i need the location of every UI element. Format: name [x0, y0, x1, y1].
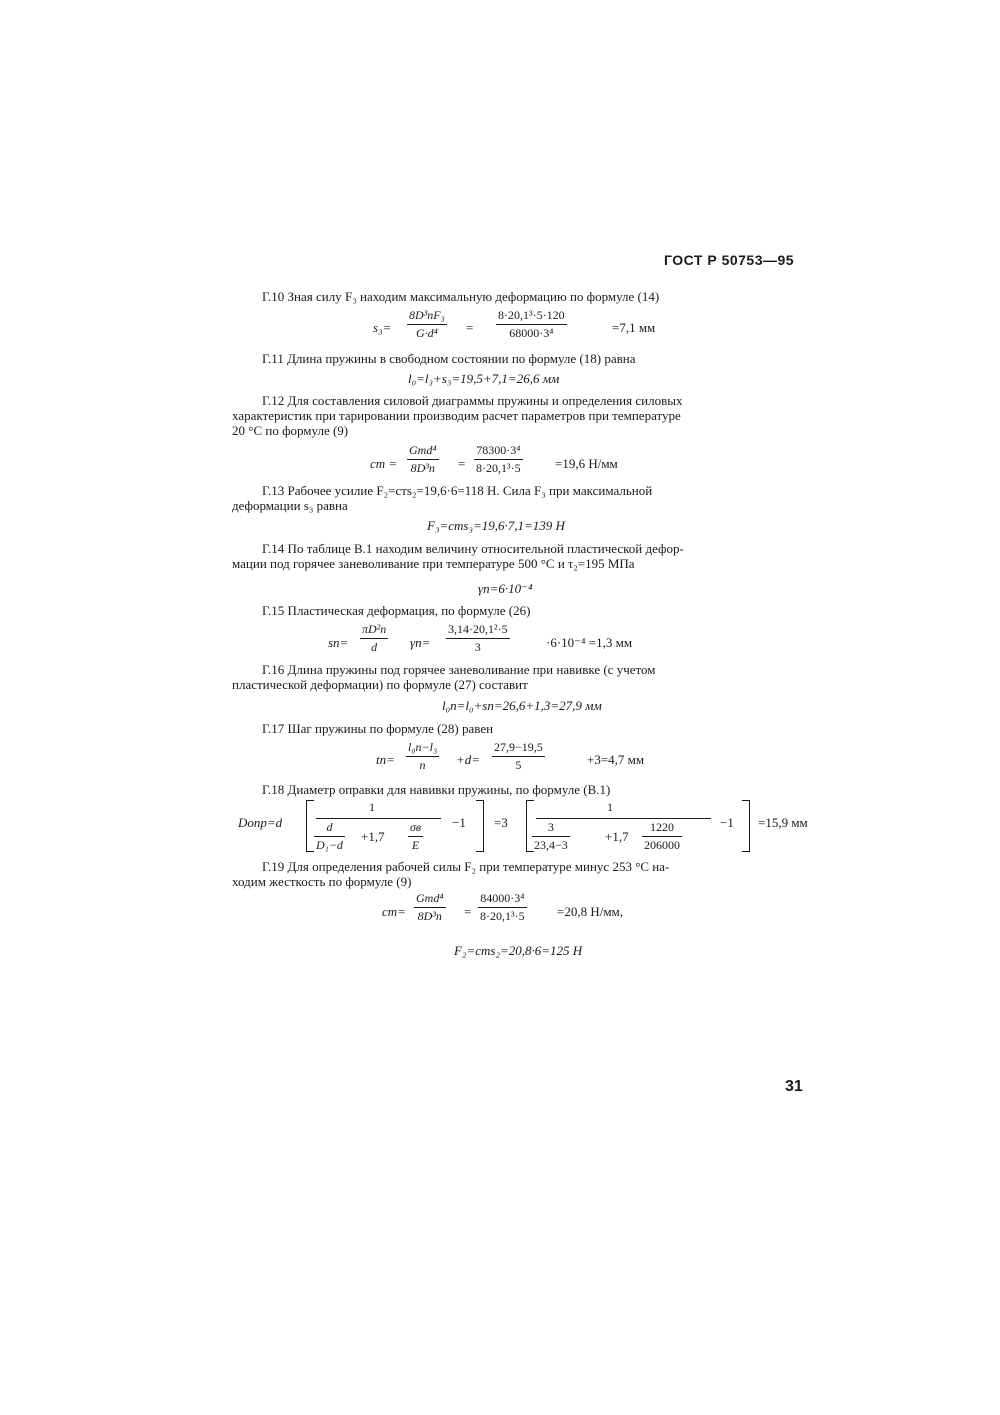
fraction-bar	[496, 324, 567, 325]
formula-g10-fraction-1	[407, 308, 447, 341]
fraction-numerator: 84000·3⁴	[480, 891, 525, 905]
paragraph-g19-line-1: Г.19 Для определения рабочей силы F₂ при температуре минус 253 °С на-	[262, 859, 670, 874]
formula-g19-equals: =	[464, 904, 472, 919]
formula-g19-fraction-1	[414, 891, 446, 924]
page-number: 31	[785, 1078, 803, 1095]
formula-g18-value-fraction	[642, 820, 682, 853]
fraction-bar	[532, 836, 570, 837]
fraction-numerator: σв	[410, 820, 422, 834]
formula-g12-fraction-1	[407, 443, 439, 476]
fraction-denominator: G·d⁴	[415, 326, 438, 340]
fraction-denominator: 206000	[644, 838, 680, 852]
fraction-bar	[360, 638, 388, 639]
fraction-denominator: 8D³n	[417, 909, 442, 923]
formula-g15-gamma: γп=	[410, 635, 431, 650]
fraction-bar	[474, 459, 523, 460]
formula-g18-plus-2: +1,7	[605, 829, 629, 844]
paragraph-g13-line-1: Г.13 Рабочее усилие F₂=cтs₂=19,6·6=118 Н. Сила F₃ при максимальной	[262, 483, 653, 498]
formula-g18-outer-numerator-2: 1	[607, 800, 613, 814]
formula-g10-fraction-2	[496, 308, 567, 341]
fraction-denominator: 8D³n	[410, 461, 435, 475]
fraction-numerator: d	[326, 820, 333, 834]
fraction-numerator: 8·20,1³·5·120	[498, 308, 565, 322]
formula-g12-equals: =	[458, 456, 466, 471]
fraction-denominator: 8·20,1³·5	[476, 461, 521, 475]
fraction-denominator: d	[371, 640, 378, 654]
fraction-denominator: D₁−d	[316, 838, 343, 852]
formula-g18-outer-numerator-1: 1	[369, 800, 375, 814]
formula-g10-result: =7,1 мм	[612, 320, 656, 335]
formula-g17-lhs: tп=	[376, 752, 395, 767]
fraction-numerator: 8D³nF₃	[409, 308, 445, 322]
formula-g12-lhs: cт =	[370, 456, 398, 471]
formula-g18-result: =15,9 мм	[758, 815, 808, 830]
formula-g15-fraction-2	[446, 622, 510, 655]
formula-g17-plus-d: +d=	[456, 752, 481, 767]
paragraph-g12-line-1: Г.12 Для составления силовой диаграммы пружины и определения силовых	[262, 393, 683, 408]
formula-g15-fraction-1	[360, 622, 388, 655]
formula-g19-result: =20,8 Н/мм,	[557, 904, 624, 919]
formula-g18-minus-1: −1	[452, 815, 466, 830]
formula-g10-lhs: s₃=	[373, 320, 392, 335]
formula-g18-inner-fraction-2	[532, 820, 570, 853]
fraction-denominator: 5	[515, 758, 522, 772]
formula-g18-inner-fraction-1	[314, 820, 345, 853]
fraction-denominator: E	[411, 838, 420, 852]
formula-g14: γп=6·10⁻⁴	[478, 581, 533, 596]
formula-g19-force: F₂=cтs₂=20,8·6=125 Н	[454, 943, 583, 958]
formula-g10-equals: =	[466, 320, 474, 335]
fraction-numerator: 27,9−19,5	[494, 740, 543, 754]
paragraph-g13-line-2: деформации s₃ равна	[232, 498, 348, 513]
fraction-numerator: Gтd⁴	[416, 891, 444, 905]
formula-g17-fraction-2	[492, 740, 545, 773]
fraction-denominator: 3	[474, 640, 481, 654]
paragraph-g12-line-2: характеристик при тарировании производим расчет параметров при температуре	[232, 408, 681, 423]
formula-g18-sigma-fraction	[408, 820, 423, 853]
fraction-denominator: n	[419, 758, 426, 772]
paragraph-g15: Г.15 Пластическая деформация, по формуле (26)	[262, 603, 531, 618]
paragraph-g17: Г.17 Шаг пружины по формуле (28) равен	[262, 721, 494, 736]
paragraph-g19-line-2: ходим жесткость по формуле (9)	[232, 874, 412, 889]
paragraph-g18: Г.18 Диаметр оправки для навивки пружины, по формуле (В.1)	[262, 782, 611, 797]
formula-g18-minus-2: −1	[720, 815, 734, 830]
paragraph-g14-line-2: мации под горячее заневоливание при температуре 500 °С и τ₂=195 МПа	[232, 556, 635, 571]
fraction-denominator: 23,4−3	[534, 838, 568, 852]
left-bracket	[306, 800, 314, 852]
fraction-numerator: 78300·3⁴	[476, 443, 521, 457]
fraction-denominator: 8·20,1³·5	[480, 909, 525, 923]
fraction-bar	[414, 907, 446, 908]
fraction-bar	[406, 756, 439, 757]
formula-g17-result: +3=4,7 мм	[587, 752, 645, 767]
fraction-numerator: l₀п−l₃	[408, 740, 438, 754]
formula-g15-lhs: sп=	[328, 635, 349, 650]
fraction-bar	[536, 818, 711, 819]
formula-g18-plus-1: +1,7	[361, 829, 385, 844]
fraction-numerator: 3	[547, 820, 554, 834]
paragraph-g14-line-1: Г.14 По таблице В.1 находим величину относительной пластической дефор-	[262, 541, 684, 556]
fraction-bar	[446, 638, 510, 639]
fraction-numerator: πD²n	[362, 622, 387, 636]
fraction-numerator: 1220	[650, 820, 674, 834]
paragraph-g12-line-3: 20 °С по формуле (9)	[232, 423, 349, 438]
paragraph-g16-line-1: Г.16 Длина пружины под горячее заневоливание при навивке (с учетом	[262, 662, 656, 677]
formula-g18-lhs: Dопр=d	[238, 815, 283, 830]
fraction-numerator: 3,14·20,1²·5	[448, 622, 508, 636]
paragraph-g11: Г.11 Длина пружины в свободном состоянии по формуле (18) равна	[262, 351, 636, 366]
formula-g17-fraction-1	[406, 740, 439, 773]
fraction-bar	[407, 459, 439, 460]
formula-g15-result: ·6·10⁻⁴ =1,3 мм	[546, 635, 633, 650]
fraction-denominator: 68000·3⁴	[509, 326, 554, 340]
fraction-numerator: Gтd⁴	[409, 443, 437, 457]
fraction-bar	[492, 756, 545, 757]
formula-g12-result: =19,6 Н/мм	[555, 456, 618, 471]
formula-g11: l₀=l₃+s₃=19,5+7,1=26,6 мм	[408, 371, 560, 386]
fraction-bar	[314, 836, 345, 837]
formula-g18-equals: =3	[494, 815, 508, 830]
fraction-bar	[408, 836, 423, 837]
fraction-bar	[642, 836, 682, 837]
formula-g19-fraction-2	[478, 891, 527, 924]
formula-g12-fraction-2	[474, 443, 523, 476]
fraction-bar	[478, 907, 527, 908]
document-header: ГОСТ Р 50753—95	[664, 252, 795, 268]
fraction-bar	[316, 818, 441, 819]
formula-g13: F₃=cтs₃=19,6·7,1=139 Н	[427, 518, 565, 533]
right-bracket	[742, 800, 750, 852]
right-bracket	[476, 800, 484, 852]
formula-g16: l₀п=l₀+sп=26,6+1,3=27,9 мм	[442, 698, 602, 713]
formula-g19-lhs: cт=	[382, 904, 406, 919]
paragraph-g16-line-2: пластической деформации) по формуле (27) составит	[232, 677, 528, 692]
fraction-bar	[407, 324, 447, 325]
paragraph-g10: Г.10 Зная силу F₃ находим максимальную деформацию по формуле (14)	[262, 289, 660, 304]
